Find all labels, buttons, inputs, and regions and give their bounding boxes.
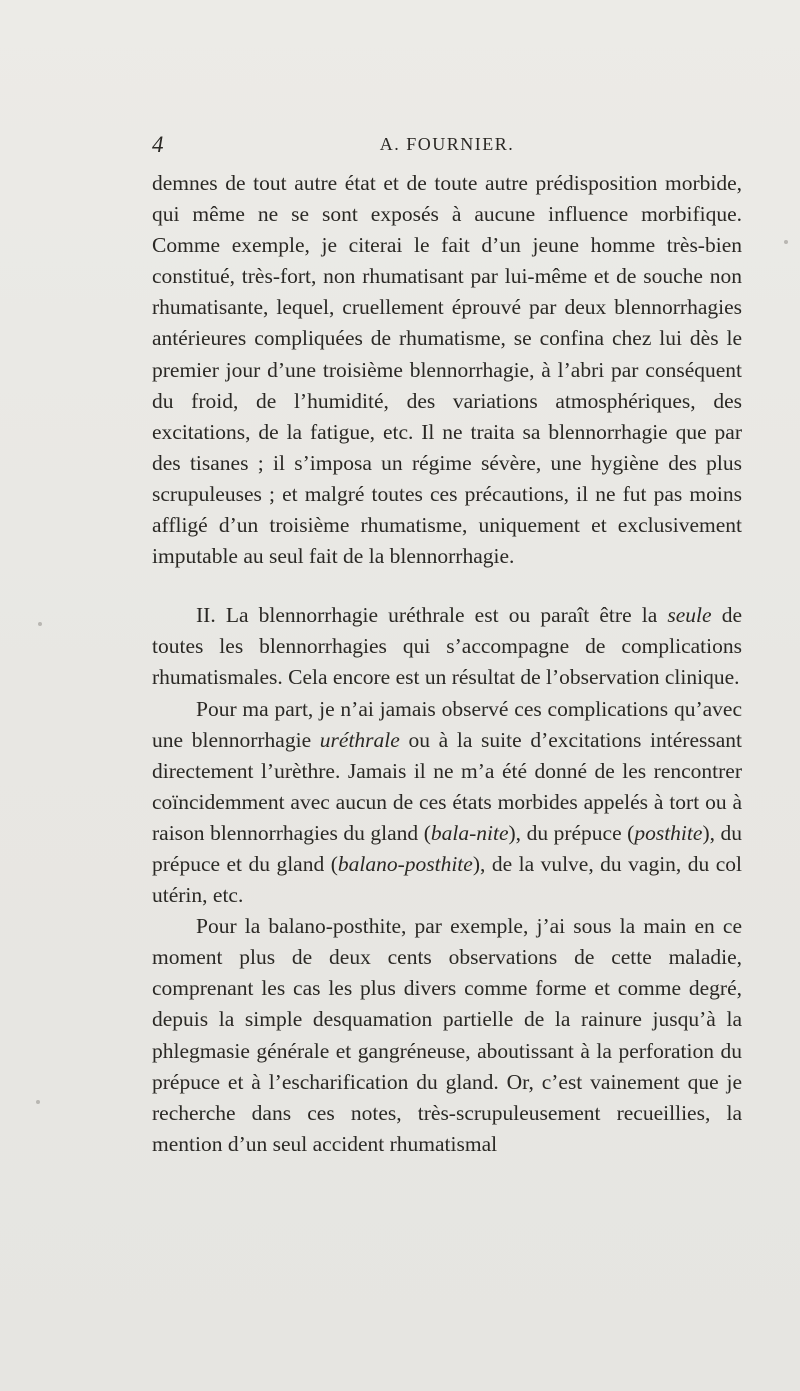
paper-speck bbox=[784, 240, 788, 244]
paragraph-section-ii bbox=[152, 600, 742, 693]
running-head: A. FOURNIER. bbox=[379, 134, 515, 154]
page-header bbox=[152, 132, 742, 162]
text-segment: II. La blennorrhagie uréthrale est ou paraît être la bbox=[196, 603, 668, 628]
text-segment: Pour ma part, je n’ai jamais observé ces complications qu’avec une blennorrhagie bbox=[152, 696, 742, 752]
paper-speck bbox=[36, 1100, 40, 1104]
italic-term: uréthrale bbox=[319, 727, 400, 752]
body-text bbox=[152, 168, 742, 1160]
text-segment: de toutes les blennorrhagies qui s’accompagne de complications rhumatismales. Cela encore est un résultat de l’observation clinique. bbox=[152, 603, 743, 690]
text-segment: demnes de tout autre état et de toute autre prédisposition morbide, qui même ne se sont exposés à aucune influence morbifique. Comme exemple, je citerai le fait d’un jeune homme très-bien constitué, très-fort, non rhumatisant par lui-même et de souche non rhumatisante, lequel, cruellement éprouvé par deux blennorrhagies antérieures compliquées de rhumatisme, se confina chez lui dès le premier jour d’une troisième blennorrhagie, à l’abri par conséquent du froid, de l’humidité, des variations atmosphériques, des excitations, de la fatigue, etc. Il ne traita sa blennorrhagie que par des tisanes ; il s’imposa un régime sévère, une hygiène des plus scrupuleuses ; et malgré toutes ces précautions, il ne fut pas moins affligé d’un troisième rhumatisme, uniquement et exclusivement imputable au seul fait de la blennorrhagie. bbox=[152, 171, 742, 569]
text-segment: ou à la suite d’excitations intéressant directement l’urèthre. Jamais il ne m’a été donné de les rencontrer coïncidemment avec aucun de ces états morbides appelés à tort ou à raison blennorrhagies du gland ( bbox=[152, 727, 742, 845]
paper-speck bbox=[38, 622, 42, 626]
text-segment: ), du prépuce ( bbox=[508, 820, 635, 845]
italic-term: posthite bbox=[634, 820, 703, 845]
paragraph-balano-posthite bbox=[152, 911, 742, 1160]
italic-term: seule bbox=[667, 603, 712, 628]
italic-term: bala-nite bbox=[430, 820, 509, 845]
page-number: 4 bbox=[152, 132, 164, 157]
italic-term: balano-posthite bbox=[337, 851, 473, 876]
text-segment: Pour la balano-posthite, par exemple, j’ai sous la main en ce moment plus de deux cents observations de cette maladie, comprenant les cas les plus divers comme forme et comme degré, depuis la simple desquamation partielle de la rainure jusqu’à la phlegmasie générale et gangréneuse, aboutissant à la perforation du prépuce et à l’escharification du gland. Or, c’est vainement que je recherche dans ces notes, très-scrupuleusement recueillies, la mention d’un seul accident rhumatismal bbox=[152, 914, 742, 1156]
paragraph-continuation bbox=[152, 168, 742, 572]
paragraph-observations bbox=[152, 694, 742, 912]
text-segment: ), de la vulve, du vagin, du col utérin, etc. bbox=[152, 851, 742, 908]
text-segment: ), du prépuce et du gland ( bbox=[152, 820, 743, 876]
